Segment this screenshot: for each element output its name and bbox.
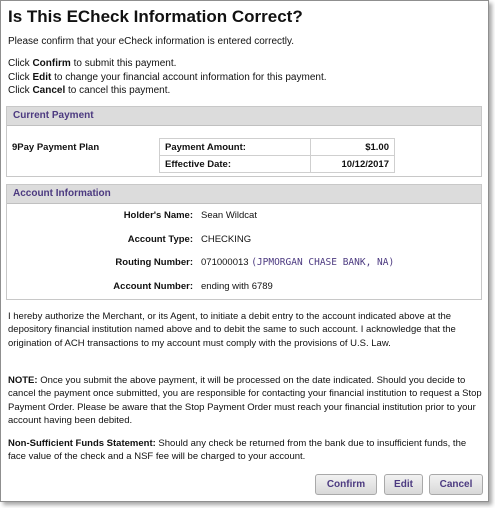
edit-button[interactable]: Edit	[384, 474, 423, 495]
payment-details-table	[159, 138, 395, 173]
dialog-title: Is This ECheck Information Correct?	[8, 7, 303, 26]
current-payment-section	[6, 106, 482, 177]
effective-date-label: Effective Date:	[160, 156, 311, 173]
current-payment-header: Current Payment	[7, 107, 481, 126]
nsf-statement: Non-Sufficient Funds Statement: Should any check be returned from the bank due to insufficient funds, the face value of the check and a NSF fee will be charged to your account.	[8, 438, 467, 463]
note-text: NOTE: Once you submit the above payment, it will be processed on the date indicated. Should you decide to cancel the payment once submitted, you are responsible for contacting your financial institution to request a Stop Payment Order. Please be aware that the Stop Payment Order must reach your financial institution prior to your account having been debited.	[8, 375, 482, 427]
plan-name: 9Pay Payment Plan	[12, 142, 100, 153]
instruction-cancel: Click Cancel to cancel this payment.	[8, 85, 171, 96]
note-label: NOTE:	[8, 375, 38, 386]
confirm-button[interactable]: Confirm	[315, 474, 377, 495]
payment-amount-row	[160, 139, 395, 156]
effective-date-value: 10/12/2017	[311, 156, 395, 173]
payment-amount-label: Payment Amount:	[160, 139, 311, 156]
account-information-section: Account Information Holder's Name: Sean Wildcat Account Type: CHECKING Routing Number: 071000013 (JPMORGAN CHASE BANK, NA) Account Number: ending with 6789	[6, 184, 482, 300]
nsf-label: Non-Sufficient Funds Statement:	[8, 438, 156, 449]
account-information-header: Account Information	[7, 185, 481, 204]
effective-date-row	[160, 156, 395, 173]
authorization-text: I hereby authorize the Merchant, or its Agent, to initiate a debit entry to the account indicated above at the depository financial institution named above and to debit the same to such account. I acknowledge that the origination of ACH transactions to my account must comply with the provisions of U.S. Law.	[8, 311, 456, 349]
cancel-button[interactable]: Cancel	[429, 474, 483, 495]
payment-amount-value: $1.00	[311, 139, 395, 156]
routing-bank-name: (JPMORGAN CHASE BANK, NA)	[251, 257, 395, 268]
intro-text: Please confirm that your eCheck information is entered correctly.	[8, 36, 295, 47]
instruction-confirm: Click Confirm to submit this payment.	[8, 58, 177, 69]
instructions	[8, 57, 327, 98]
instruction-edit: Click Edit to change your financial account information for this payment.	[8, 71, 327, 83]
